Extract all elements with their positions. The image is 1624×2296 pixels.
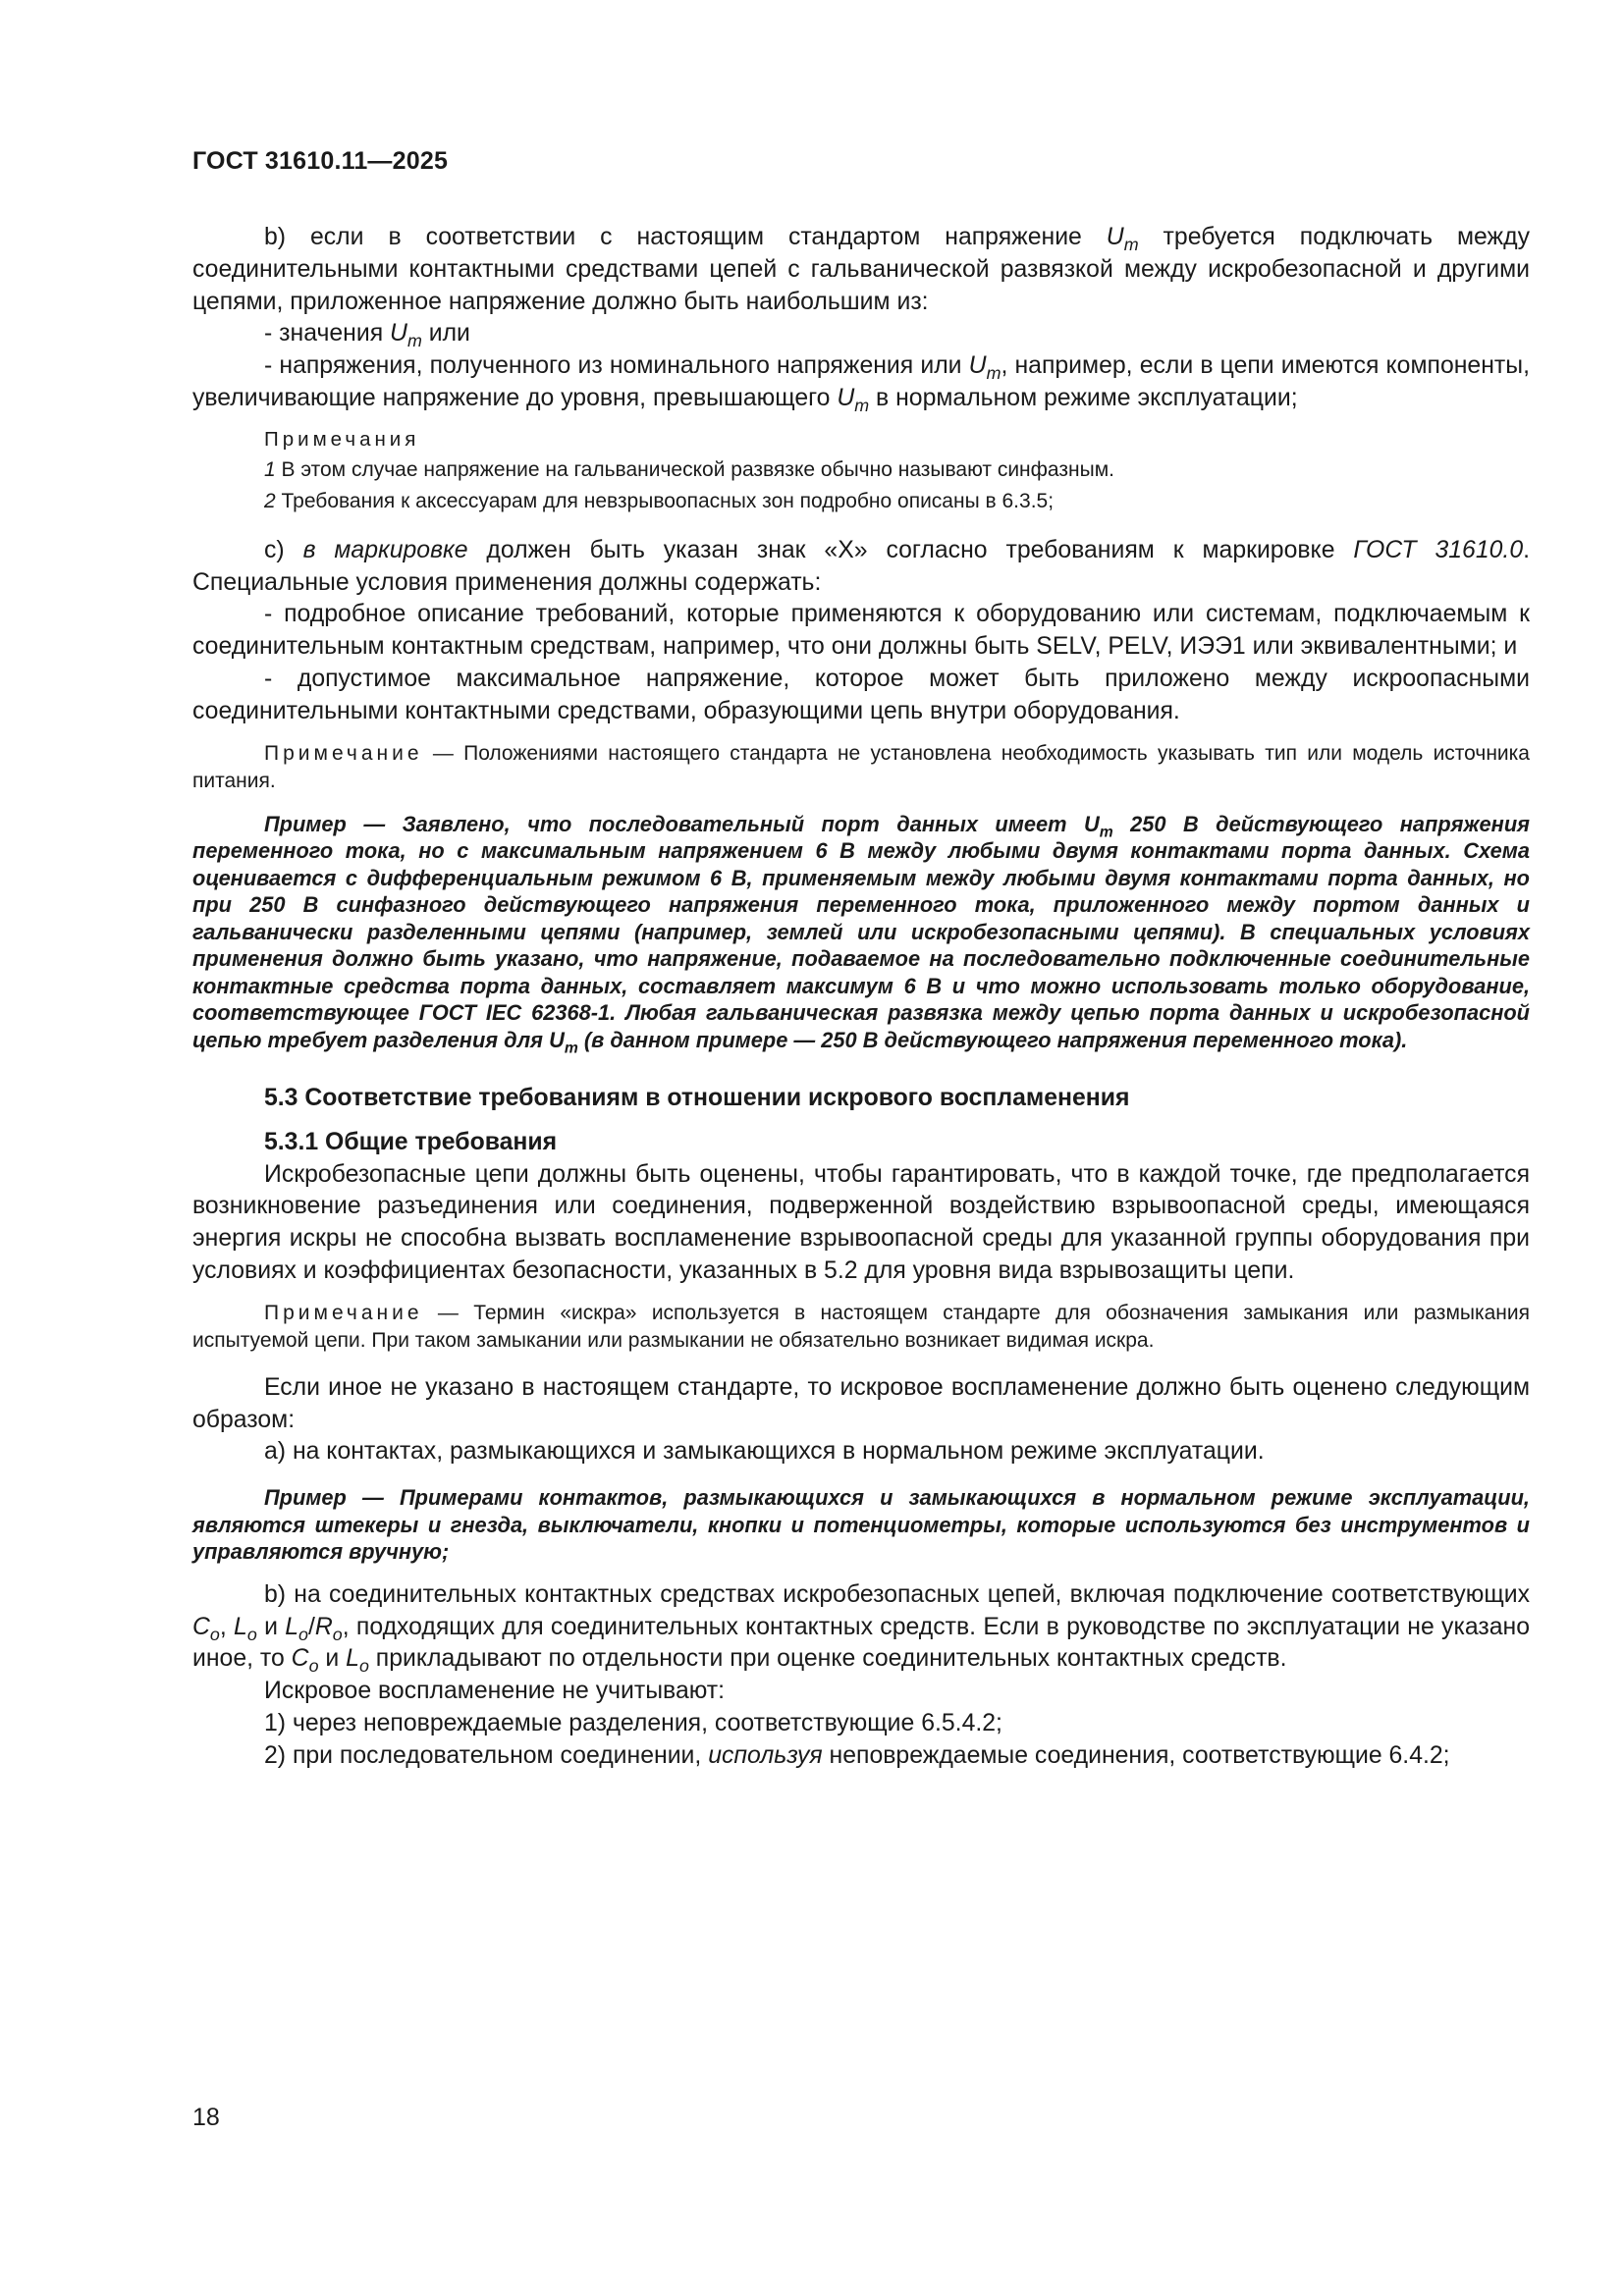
page-number: 18 xyxy=(192,2104,220,2131)
paragraph-b: b) если в соответствии с настоящим стандартом напряжение $U_m$ требуется подключать между соединительными контактными средствами цепей с гальванической развязкой между искробезопасной и другими цепями, приложенное напряжение должно быть наибольшим из: xyxy=(192,224,1530,315)
note: Примечание — Термин «искра» используется в настоящем стандарте для обозначения замыкания или размыкания испытуемой цепи. При таком замыкании или размыкании не обязательно возникает видимая искра. xyxy=(192,1301,1530,1352)
note: Примечание — Положениями настоящего стандарта не установлена необходимость указывать тип или модель источника питания. xyxy=(192,741,1530,792)
list-item: 1) через неповреждаемые разделения, соответствующие 6.5.4.2; xyxy=(264,1709,1002,1736)
paragraph: Искровое воспламенение не учитывают: xyxy=(264,1678,726,1705)
paragraph: Если иное не указано в настоящем стандарте, то искровое воспламенение должно быть оценено следующим образом: xyxy=(192,1373,1530,1433)
document-header: ГОСТ 31610.11—2025 xyxy=(192,147,449,175)
list-item: b) на соединительных контактных средствах искробезопасных цепей, включая подключение соответствующих $C_o$, $L_o$ и $L_o/R_o$, подходящих для соединительных контактных средств. Если в руководстве по эксплуатации не указано иное, то $C_o$ и $L_o$ прикладывают по отдельности при оценке соединительных контактных средств. xyxy=(192,1580,1530,1677)
example-block: Пример — Примерами контактов, размыкающихся и замыкающихся в нормальном режиме эксплуатации, являются штекеры и гнезда, выключатели, кнопки и потенциометры, которые используются без инструментов и управляются вручную; xyxy=(192,1485,1530,1565)
section-heading: 5.3 Соответствие требованиям в отношении искрового воспламенения xyxy=(264,1085,1130,1112)
example-block: Пример — Заявлено, что последовательный порт данных имеет $U_m$ 250 В действующего напряжения переменного тока, но с максимальным напряжением 6 В между любыми двумя контактами порта данных. Схема оценивается с дифференциальным режимом 6 В, применяемым между любыми двумя контактами порта данных, но при 250 В синфазного действующего напряжения переменного тока, приложенного между портом данных и гальванически разделенными цепями (например, землей или искробезопасными цепями). В специальных условиях применения должно быть указано, что напряжение, подаваемое на последовательно подключенные соединительные контактные средства порта данных, составляет максимум 6 В и что можно использовать только оборудование, соответствующее ГОСТ IEC 62368-1. Любая гальваническая развязка между цепью порта данных и искробезопасной цепью требует разделения для $U_m$ (в данном примере — 250 В действующего напряжения переменного тока). xyxy=(192,811,1530,1057)
paragraph-c: c) в маркировке должен быть указан знак «Х» согласно требованиям к маркировке ГОСТ 31610.0. Специальные условия применения должны содержать: xyxy=(192,536,1530,596)
dash-item: - значения $U_m$ или xyxy=(264,320,470,351)
list-item: 2) при последовательном соединении, используя неповреждаемые соединения, соответствующие 6.4.2; xyxy=(264,1741,1450,1769)
dash-item: - подробное описание требований, которые применяются к оборудованию или системам, подключаемым к соединительным контактным средствам, например, что они должны быть SELV, PELV, ИЭЭ1 или эквивалентными; и xyxy=(192,601,1530,661)
notes-title: Примечания xyxy=(264,427,420,451)
list-item: а) на контактах, размыкающихся и замыкающихся в нормальном режиме эксплуатации. xyxy=(264,1438,1265,1466)
dash-item: - напряжения, полученного из номинального напряжения или $U_m$, например, если в цепи имеются компоненты, увеличивающие напряжение до уровня, превышающего $U_m$ в нормальном режиме эксплуатации; xyxy=(192,352,1530,416)
note-item: 2 Требования к аксессуарам для невзрывоопасных зон подробно описаны в 6.3.5; xyxy=(264,489,1055,512)
subsection-heading: 5.3.1 Общие требования xyxy=(264,1128,558,1155)
document-body xyxy=(192,222,1530,1773)
dash-item: - допустимое максимальное напряжение, которое может быть приложено между искроопасными соединительными контактными средствами, образующими цепь внутри оборудования. xyxy=(192,665,1530,724)
note-item: 1 В этом случае напряжение на гальванической развязке обычно называют синфазным. xyxy=(264,457,1114,481)
paragraph: Искробезопасные цепи должны быть оценены, чтобы гарантировать, что в каждой точке, где предполагается возникновение разъединения или соединения, подверженной воздействию взрывоопасной среды, имеющаяся энергия искры не способна вызвать воспламенение взрывоопасной среды для указанной группы оборудования при условиях и коэффициентах безопасности, указанных в 5.2 для уровня вида взрывозащиты цепи. xyxy=(192,1160,1530,1285)
